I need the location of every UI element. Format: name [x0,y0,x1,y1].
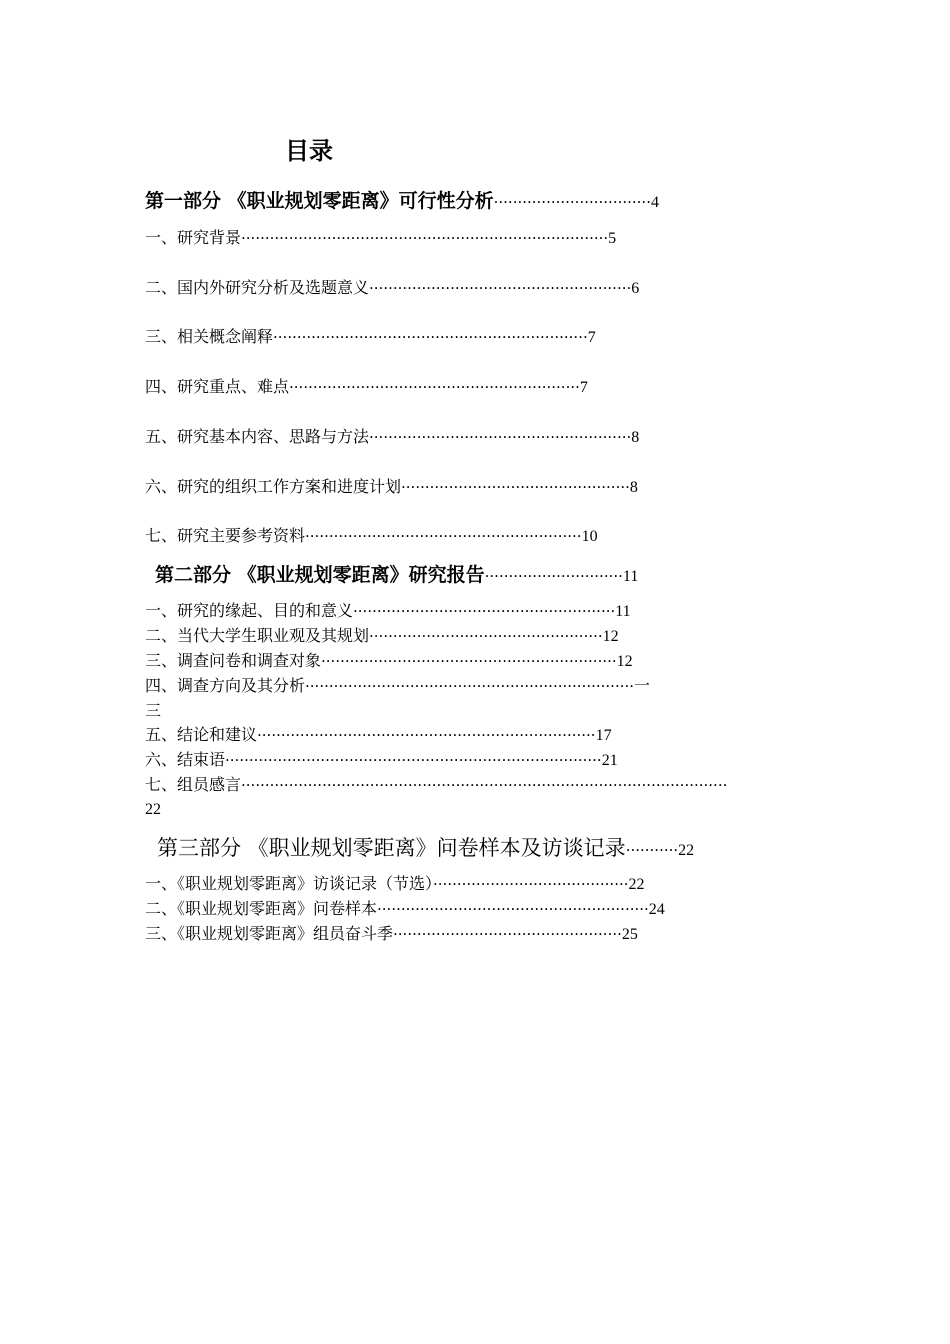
leader-dots: ·························································· [305,527,582,545]
entry-label: 四、调查方向及其分析 [145,676,306,695]
leader-dots: ································· [493,193,651,211]
leader-dots: ······································································· [257,726,596,744]
toc-entry-wrap: 三 [145,701,162,720]
leader-dots: ····························································· [289,378,580,396]
page-number: 12 [616,653,633,670]
page-number: 7 [587,329,596,346]
leader-dots: ······················································· [369,428,632,446]
entry-label: 二、《职业规划零距离》问卷样本 [145,899,378,918]
entry-label: 一、《职业规划零距离》访谈记录（节选） [145,874,434,893]
toc-entry[interactable] [145,873,800,896]
leader-dots: ········································· [433,875,629,893]
page-number: 一 [634,678,651,695]
entry-label: 一、研究背景 [145,228,242,247]
leader-dots: ·································································· [273,328,588,346]
page-number: 6 [631,280,640,297]
toc-part-heading[interactable] [145,187,785,217]
part-label: 第二部分 《职业规划零距离》研究报告 [155,564,485,586]
leader-dots: ······································································································ [241,776,728,794]
page-number: 21 [601,752,618,769]
toc-entry[interactable] [145,326,790,349]
page-number: 8 [631,429,640,446]
toc-entry[interactable] [145,724,800,747]
toc-entry[interactable] [145,600,800,623]
toc-entry[interactable] [145,650,800,673]
toc-entry[interactable] [145,625,800,648]
entry-label: 五、结论和建议 [145,725,258,744]
toc-entry[interactable] [145,426,790,449]
toc-entry[interactable] [145,774,810,797]
toc-entry[interactable] [145,923,800,946]
leader-dots: ····························· [484,567,623,585]
entry-label: 三、相关概念阐释 [145,327,274,346]
page-number: 17 [595,727,612,744]
page-number: 22 [628,876,645,893]
entry-label: 四、研究重点、难点 [145,377,290,396]
entry-label: 七、组员感言 [145,775,242,794]
page-number: 10 [581,528,598,545]
page-number: 25 [621,926,638,943]
page-number: 11 [615,603,631,620]
page-number: 8 [629,479,638,496]
toc-entry[interactable] [145,898,800,921]
page-number: 7 [579,379,588,396]
leader-dots: ················································ [393,925,622,943]
leader-dots: ················································· [369,627,603,645]
leader-dots: ······························································ [321,652,617,670]
entry-label: 三、调查问卷和调查对象 [145,651,322,670]
leader-dots: ························································· [377,900,649,918]
page-number: 11 [622,568,639,585]
page-number: 5 [608,230,617,247]
toc-entry[interactable] [145,476,790,499]
page-number: 12 [602,628,619,645]
entry-label: 六、研究的组织工作方案和进度计划 [145,477,402,496]
page-number: 24 [648,901,665,918]
toc-entry[interactable] [145,749,800,772]
toc-entry[interactable] [145,525,800,548]
leader-dots: ··········· [625,841,679,859]
toc-part-heading[interactable] [157,834,802,865]
leader-dots: ····································································· [305,677,635,695]
entry-label: 六、结束语 [145,750,226,769]
toc-title: 目录 [285,137,333,165]
entry-label: 三、《职业规划零距离》组员奋斗季 [145,924,394,943]
leader-dots: ············································································· [241,229,609,247]
entry-label: 一、研究的缘起、目的和意义 [145,601,354,620]
toc-part-heading[interactable] [155,561,800,591]
toc-entry[interactable] [145,227,790,250]
toc-entry[interactable] [145,376,790,399]
page-number: 4 [650,194,659,211]
entry-label: 二、当代大学生职业观及其规划 [145,626,370,645]
part-label: 第三部分 《职业规划零距离》问卷样本及访谈记录 [157,836,626,860]
entry-label: 二、国内外研究分析及选题意义 [145,278,370,297]
leader-dots: ··············································································· [225,751,602,769]
leader-dots: ················································ [401,478,630,496]
toc-entry[interactable] [145,675,810,698]
leader-dots: ······················································· [353,602,616,620]
page-number: 22 [678,842,695,859]
part-label: 第一部分 《职业规划零距离》可行性分析 [145,190,494,212]
entry-label: 七、研究主要参考资料 [145,526,306,545]
entry-label: 五、研究基本内容、思路与方法 [145,427,370,446]
toc-entry-wrap: 22 [145,801,161,818]
toc-entry[interactable] [145,277,790,300]
leader-dots: ······················································· [369,279,632,297]
